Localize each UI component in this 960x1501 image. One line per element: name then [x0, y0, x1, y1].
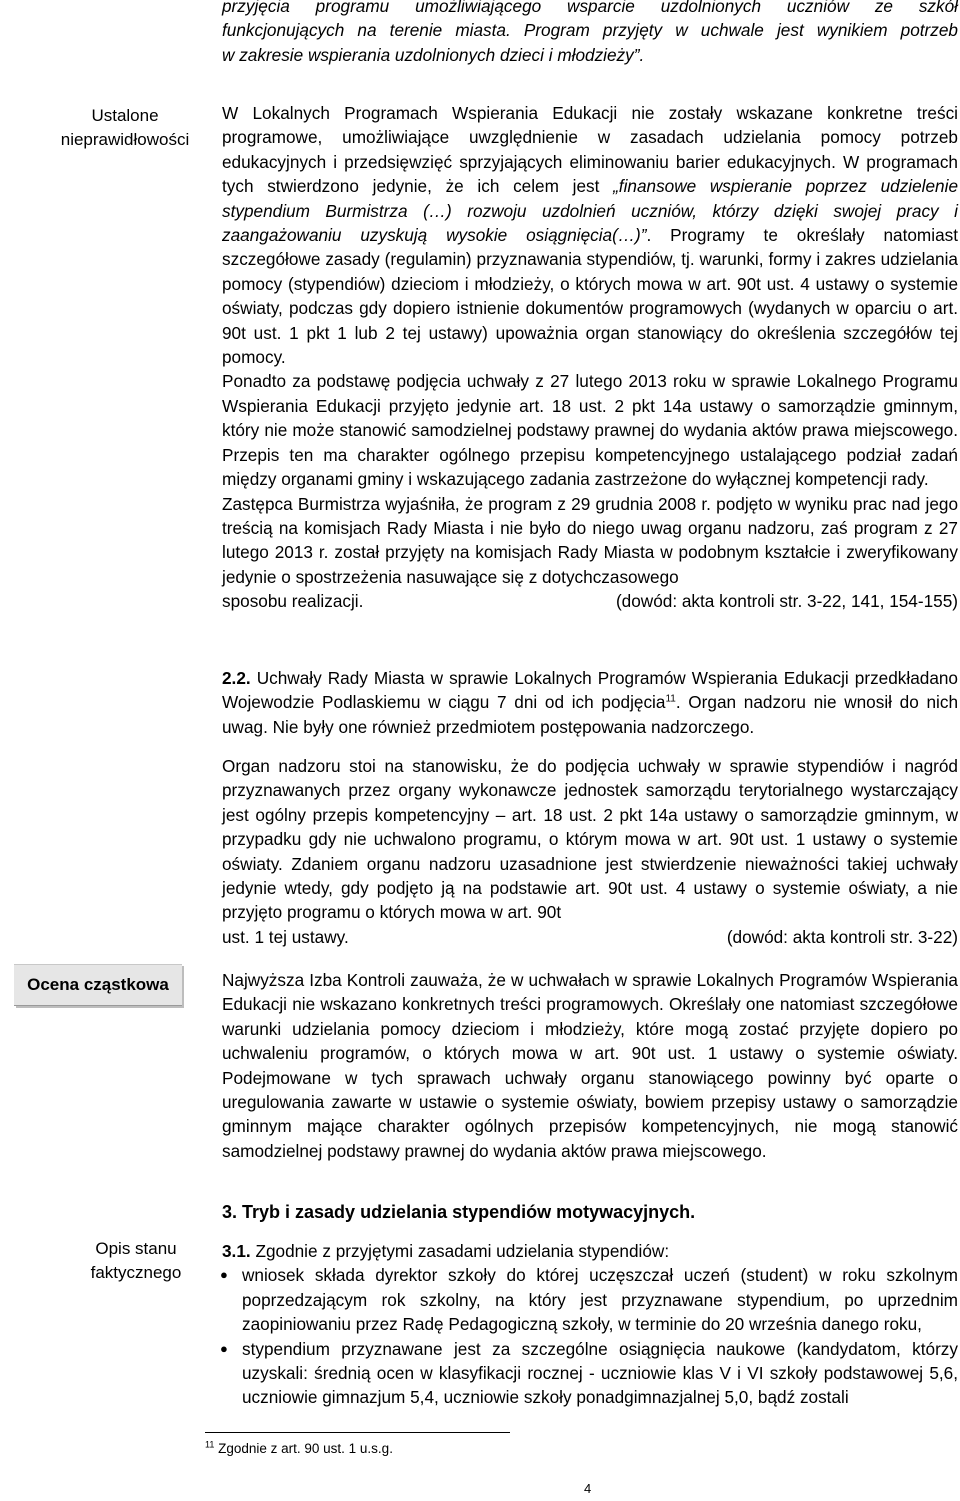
findings-text-b: . Programy te określały natomiast szczegółowe zasady (regulamin) przyznawania stypendiów, tj. warunki, formy i zakres udzielania pomocy (stypendiów) dzieciom i młodzieży, o których mowa w art. 90t ust. 4 ustawy o systemie oświaty, podczas gdy dopiero istnienie dokumentów programowych (wydanych w oparciu o art. 90t ust. 1 pkt 1 lub 2 tej ustawy) upoważnia organ stanowiący do określenia szczegółów tej pomocy. — [222, 225, 958, 368]
footnote-divider — [205, 1432, 510, 1433]
supervisor-paragraph: Organ nadzoru stoi na stanowisku, że do podjęcia uchwały w sprawie stypendiów i nagród przyznawanych przez organy wykonawcze jednostek samorządu terytorialnego wystarczający jest ogólny przepis kompetencyjny – art. 18 ust. 2 pkt 14a ustawy o samorządzie gminnym, w przypadku gdy nie uchwalono programu, o którym mowa w art. 90t ust. 1 ustawy o systemie oświaty. Zdaniem organu nadzoru uzasadnione jest stwierdzenie nieważności takiej uchwały jedynie wtedy, gdy podjęto ją na podstawie art. 90t ust. 4 ustawy o systemie oświaty, a nie przyjęto programu o których mowa w art. 90t — [222, 756, 958, 923]
rules-list — [222, 1263, 958, 1409]
findings-evidence-line — [222, 589, 958, 613]
findings-quote: „finansowe wspieranie poprzez udzielenie stypendium Burmistrza (…) rozwoju uzdolnień uczniów, którzy dzięki swojej pracy i zaangażowaniu uzyskują wysokie osiągnięcia(…)” — [222, 176, 958, 246]
findings-text-a: W Lokalnych Programach Wspierania Edukacji nie zostały wskazane konkretne treści programowe, umożliwiające uwzględnienie w zasadach udzielania pomocy potrzeb edukacyjnych i przedsięwzięć sprzyjających eliminowaniu barier edukacyjnych. W programach tych stwierdzono jedynie, że ich celem jest — [222, 103, 958, 197]
findings-last-line: sposobu realizacji. — [222, 591, 364, 612]
findings-paragraph-1 — [222, 101, 958, 369]
findings-paragraph-2: Ponadto za podstawę podjęcia uchwały z 27 lutego 2013 roku w sprawie Lokalnego Programu Wspierania Edukacji przyjęto jedynie art. 18 ust. 2 pkt 14a ustawy o samorządzie gminnym, który nie może stanowić samodzielnej podstawy prawnej do wydania aktów prawa miejscowego. Przepis ten ma charakter ogólnego przepisu kompetencyjnego ustalającego podział zadań między organami gminy i wskazującego zadania zastrzeżone do wyłącznej kompetencji rady. — [222, 371, 958, 490]
evidence-reference: (dowód: akta kontroli str. 3-22, 141, 154-155) — [615, 591, 958, 612]
label-opis-stanu: Opis stanu faktycznego — [90, 1239, 182, 1282]
section-3-1-intro — [222, 1239, 958, 1263]
footnote-text: Zgodnie z art. 90 ust. 1 u.s.g. — [214, 1441, 393, 1456]
intro-line-3: w zakresie wspierania uzdolnionych dzieci i młodzieży”. — [222, 44, 645, 65]
section-3 — [222, 1200, 958, 1224]
supervisor-last-line: ust. 1 tej ustawy. — [222, 926, 349, 947]
footnote-marker: 11 — [665, 693, 676, 705]
label-ustalone-nieprawidlowosci: Ustalone nieprawidłowości — [60, 106, 190, 149]
section-3-1 — [222, 1239, 958, 1410]
intro-line-2: funkcjonujących na terenie miasta. Program przyjęty w uchwale jest wynikiem potrzeb — [222, 20, 958, 41]
section-2-2-text-b: . Organ nadzoru nie wnosił do nich uwag. Nie były one również przedmiotem postępowania nadzorczego. — [222, 692, 959, 737]
section-3-1-number: 3.1. — [222, 1241, 251, 1261]
section-2-2-paragraph-1 — [222, 666, 958, 739]
section-3-1-intro-text: Zgodnie z przyjętymi zasadami udzielania stypendiów: — [250, 1241, 670, 1261]
list-item: ● stypendium przyznawane jest za szczególne osiągnięcia naukowe (kandydatom, którzy uzyskali: średnią ocen w klasyfikacji rocznej - uczniowie klas V i VI szkoły podstawowej 5,6, uczniowie gimnazjum 5,4, uczniowie szkoły ponadgimnazjalnej 5,0, bądź zostali — [222, 1337, 958, 1410]
intro-paragraph — [222, 0, 958, 67]
partial-assessment — [222, 968, 958, 1163]
findings-paragraph-3: Zastępca Burmistrza wyjaśniła, że program z 29 grudnia 2008 r. podjęto w wyniku prac nad jego treścią na komisjach Rady Miasta i nie było do niego uwag organu nadzoru, zaś program z 27 lutego 2013 r. został przyjęty na komisjach Rady Miasta w podobnym kształcie i zweryfikowany jedynie o spostrzeżenia nasuwające się z dotychczasowego — [222, 493, 958, 587]
section-2-2-text-a: Uchwały Rady Miasta w sprawie Lokalnych Programów Wspierania Edukacji przedkładano Wojewodzie Podlaskiemu w ciągu 7 dni od ich podjęcia — [222, 668, 958, 713]
footnote — [205, 1441, 393, 1456]
evidence-reference: (dowód: akta kontroli str. 3-22) — [726, 926, 958, 947]
findings-section — [222, 101, 958, 614]
section-2-2 — [222, 666, 958, 739]
page-number: 4 — [584, 1481, 592, 1496]
section-2-2-supervisor — [222, 754, 958, 949]
list-item: ● wniosek składa dyrektor szkoły do której uczęszczał uczeń (student) w roku szkolnym poprzedzającym rok szkolny, na który jest przyznawane stypendium, po uprzednim zaopiniowaniu przez Radę Pedagogiczną szkoły, w terminie do 20 września danego roku, — [222, 1263, 958, 1336]
label-ocena-czastkowa: Ocena cząstkowa — [14, 964, 182, 1006]
supervisor-evidence-line — [222, 925, 958, 949]
assessment-paragraph: Najwyższa Izba Kontroli zauważa, że w uchwałach w sprawie Lokalnych Programów Wspierania Edukacji nie wskazano konkretnych treści programowych. Określały one natomiast szczegółowe warunki udzielania pomocy dzieciom i młodzieży, które mogą zostać przyjęte dopiero po uchwaleniu programów, o których mowa w art. 90t ust. 1 ustawy o systemie oświaty. Podejmowane w tych sprawach uchwały organu stanowiącego powinny być oparte o uregulowania zawarte w ustawie o systemie oświaty, bowiem przepisy ustawy o samorządzie gminnym mające charakter ogólnych przepisów kompetencyjnych, nie mogą stanowić samodzielnej podstawy prawnej do wydania aktów prawa miejscowego. — [222, 970, 958, 1161]
section-2-2-number: 2.2. — [222, 668, 251, 688]
footnote-mark: 11 — [205, 1439, 215, 1450]
intro-line-1: przyjęcia programu umożliwiającego wsparcie uzdolnionych uczniów ze szkół — [222, 0, 958, 16]
section-3-heading: 3. Tryb i zasady udzielania stypendiów motywacyjnych. — [222, 1202, 696, 1222]
